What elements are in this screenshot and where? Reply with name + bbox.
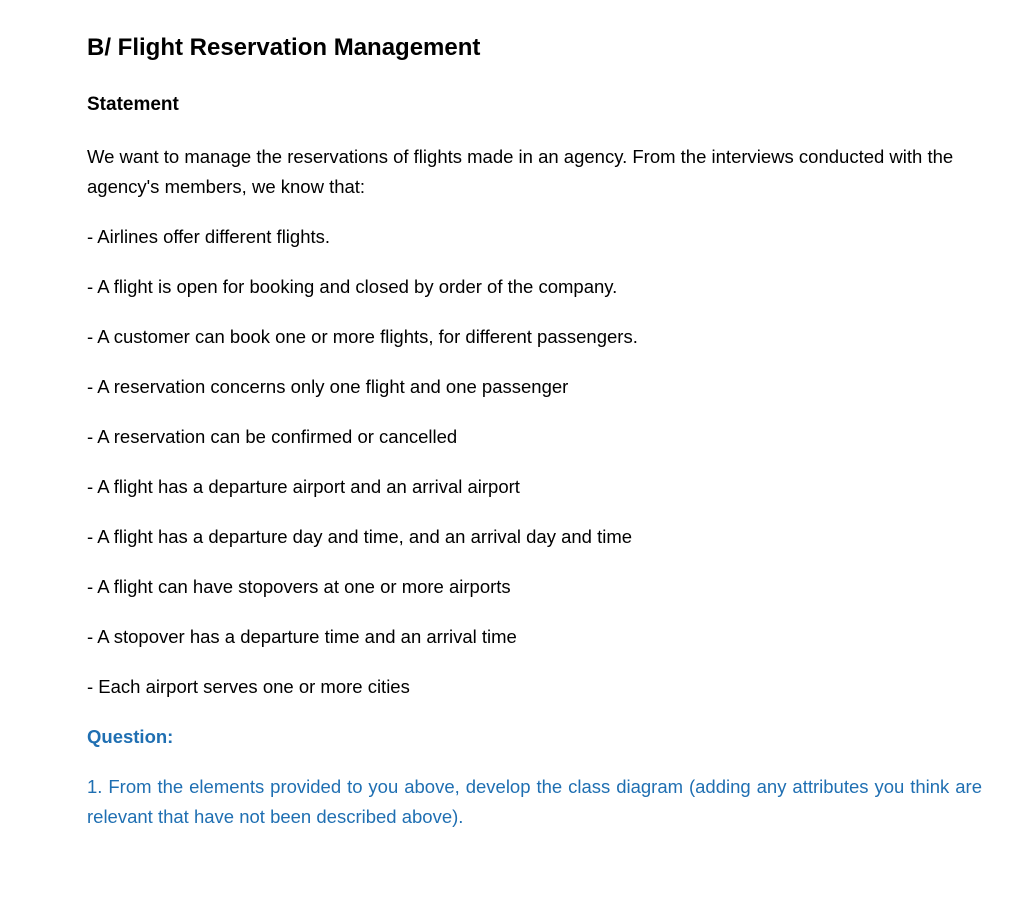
- intro-paragraph: We want to manage the reservations of flights made in an agency. From the interviews conducted with the agency's members, we know that:: [87, 146, 954, 197]
- list-item: - A flight can have stopovers at one or more airports: [87, 576, 511, 597]
- list-item: - Each airport serves one or more cities: [87, 676, 410, 697]
- list-item: - A reservation concerns only one flight and one passenger: [87, 376, 569, 397]
- list-item: - A customer can book one or more flights, for different passengers.: [87, 326, 638, 347]
- question-label: Question:: [87, 726, 174, 747]
- question-text: 1. From the elements provided to you above, develop the class diagram (adding any attributes you think are relevant that have not been described above).: [87, 776, 982, 827]
- requirements-list: [87, 222, 638, 722]
- list-item: - A flight has a departure airport and an arrival airport: [87, 476, 520, 497]
- list-item: - A flight is open for booking and closed by order of the company.: [87, 276, 618, 297]
- list-item: - A stopover has a departure time and an arrival time: [87, 626, 517, 647]
- list-item: - A reservation can be confirmed or cancelled: [87, 426, 458, 447]
- document-title: B/ Flight Reservation Management: [87, 34, 481, 61]
- list-item: - Airlines offer different flights.: [87, 226, 331, 247]
- section-heading-statement: Statement: [87, 94, 179, 115]
- list-item: - A flight has a departure day and time, and an arrival day and time: [87, 526, 633, 547]
